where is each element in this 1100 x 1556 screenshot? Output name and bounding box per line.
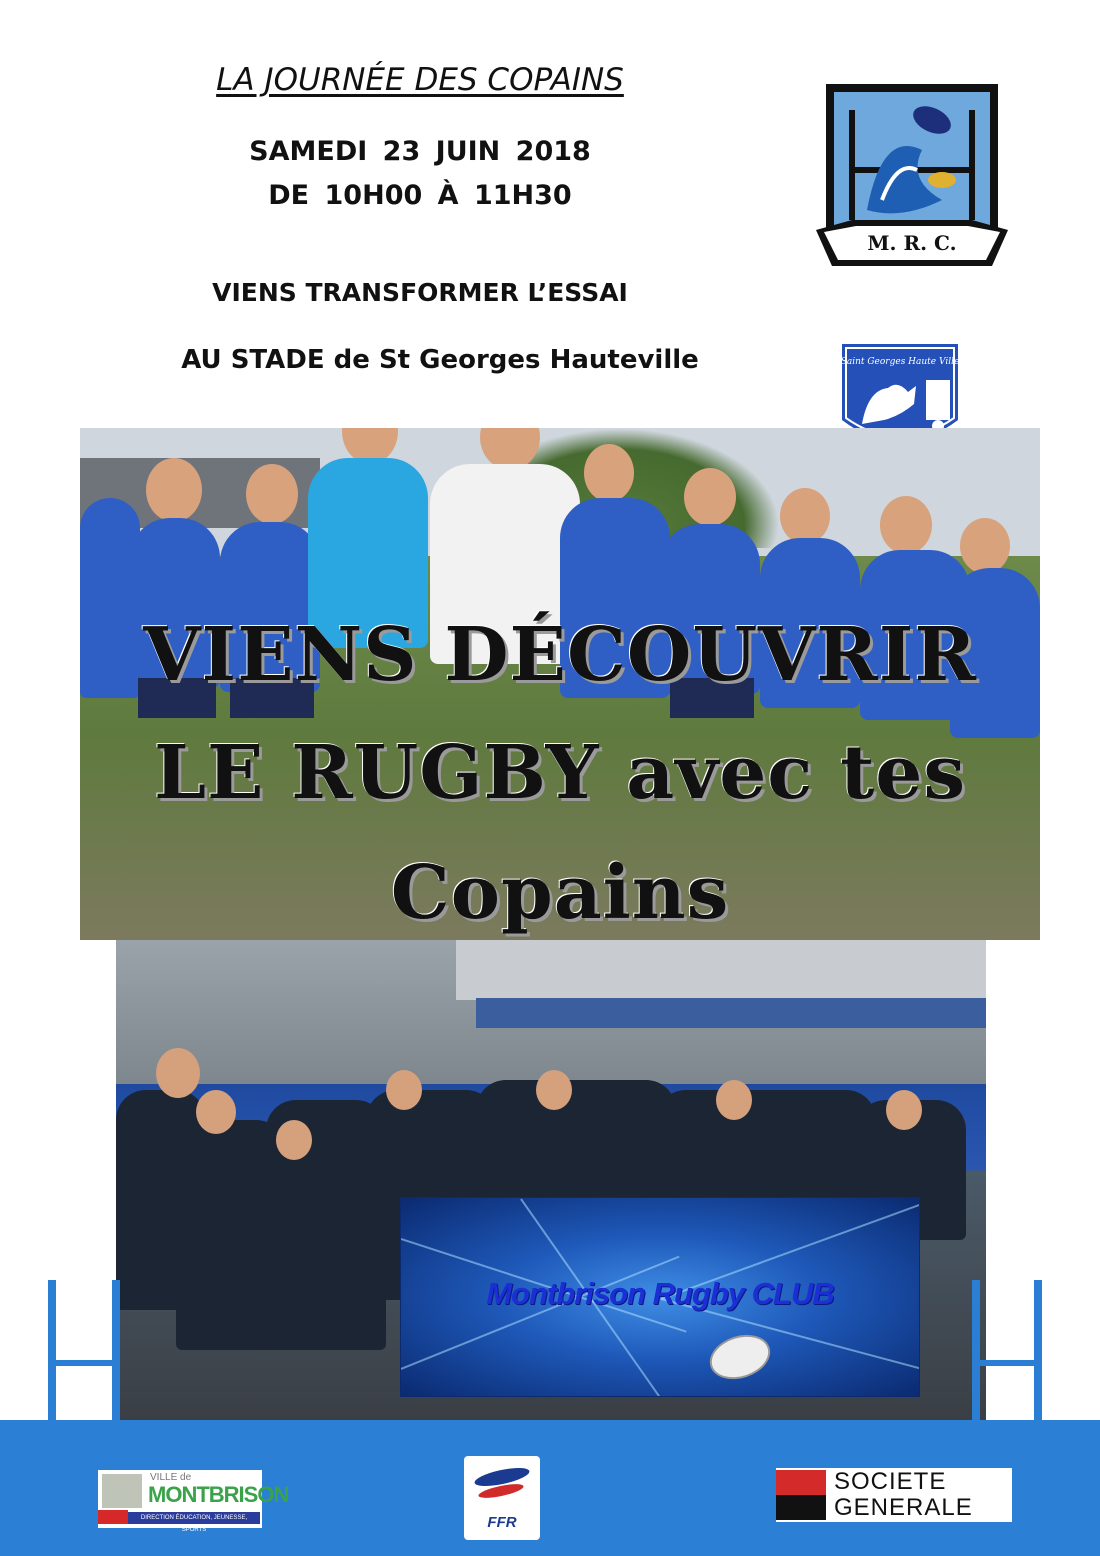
right-post-crossbar: [972, 1360, 1042, 1366]
crowd-figure: [656, 1090, 876, 1210]
left-post-upright: [112, 1280, 120, 1430]
st-georges-crest-text: Saint Georges Haute Ville: [840, 357, 960, 367]
club-banner: [400, 1197, 920, 1397]
event-title: LA JOURNÉE DES COPAINS: [216, 62, 624, 98]
mrc-year: 2016: [896, 271, 928, 285]
mrc-initials: M. R. C.: [867, 231, 957, 255]
right-post-upright: [972, 1280, 980, 1430]
crowd-head: [276, 1120, 312, 1160]
left-post-upright: [48, 1280, 56, 1430]
player-head: [880, 496, 932, 554]
left-post-crossbar: [48, 1360, 120, 1366]
player-head: [584, 444, 634, 502]
player-head: [246, 464, 298, 524]
event-date: SAMEDI 23 JUIN 2018: [249, 136, 591, 167]
event-time: DE 10H00 À 11H30: [268, 180, 572, 211]
event-venue: AU STADE de St Georges Hauteville: [181, 345, 699, 375]
mrc-club-logo: [812, 70, 1012, 300]
stadium-ad-boards: [476, 998, 986, 1028]
sg-square-icon: [776, 1470, 826, 1520]
crowd-head: [196, 1090, 236, 1134]
ville-prefix: VILLE de: [150, 1472, 192, 1483]
stadium-roof: [456, 940, 986, 1000]
right-post-upright: [1034, 1280, 1042, 1430]
headline-line-2: LE RUGBY avec tes: [153, 730, 967, 816]
crowd-head: [386, 1070, 422, 1110]
crowd-head: [716, 1080, 752, 1120]
crowd-head: [886, 1090, 922, 1130]
sg-line-2: GENERALE: [834, 1494, 973, 1521]
crowd-head: [536, 1070, 572, 1110]
ffr-logo: [464, 1456, 540, 1540]
ville-red-strip: [98, 1510, 128, 1524]
ville-department: DIRECTION ÉDUCATION, JEUNESSE, SPORTS: [128, 1512, 260, 1524]
ville-montbrison-logo: [98, 1470, 289, 1533]
town-hall-icon: [102, 1474, 142, 1508]
headline-line-1: VIENS DÉCOUVRIR: [143, 612, 977, 698]
player-head: [684, 468, 736, 526]
crowd-head: [156, 1048, 200, 1098]
sg-line-1: SOCIETE: [834, 1468, 947, 1495]
crowd-figure: [476, 1080, 676, 1200]
event-tagline: VIENS TRANSFORMER L’ESSAI: [212, 278, 628, 307]
player-head: [960, 518, 1010, 574]
ffr-label: FFR: [487, 1514, 517, 1531]
banner-club-name: Montbrison Rugby CLUB: [486, 1276, 834, 1311]
ville-name: MONTBRISON: [148, 1482, 289, 1507]
player-head: [780, 488, 830, 544]
player-head: [146, 458, 202, 522]
rugby-ball-icon: [704, 1327, 776, 1386]
banner-ray: [401, 1256, 680, 1370]
societe-generale-logo: [776, 1468, 1012, 1522]
headline-line-3: Copains: [390, 850, 730, 936]
